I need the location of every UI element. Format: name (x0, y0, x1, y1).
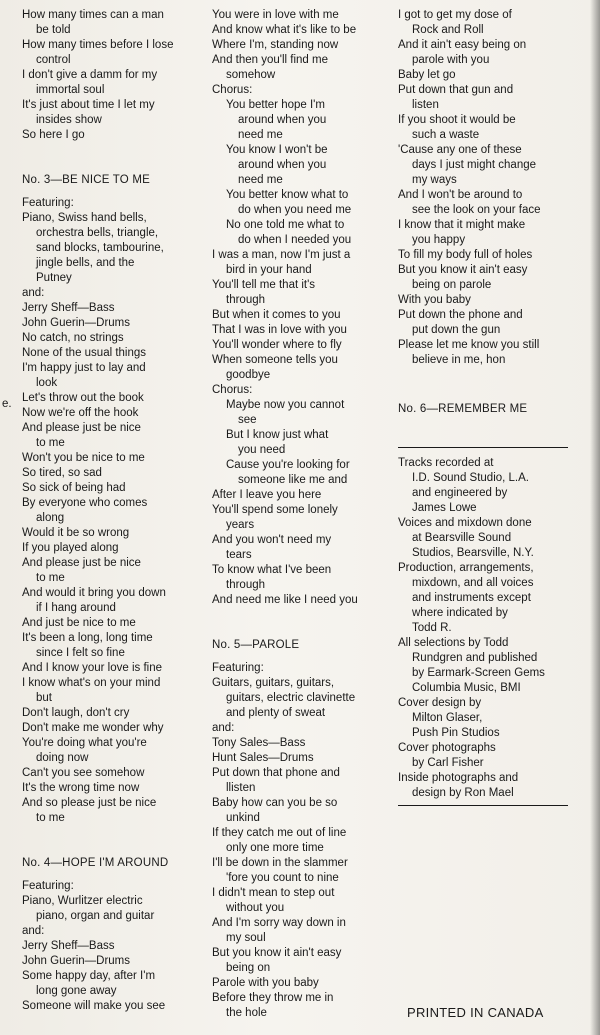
text-line: orchestra bells, triangle, (36, 227, 159, 239)
column-1 (22, 8, 202, 1014)
text-line: Put down the phone and (398, 309, 523, 321)
text-line: Can't you see somehow (22, 767, 145, 779)
text-line: And I'm sorry way down in (212, 917, 346, 929)
text-line: listen (412, 99, 439, 111)
text-line: need me (238, 129, 283, 141)
column-2 (212, 8, 390, 1021)
text-line: I'm happy just to lay and (22, 362, 146, 374)
text-line: tears (226, 549, 252, 561)
text-line: Studios, Bearsville, N.Y. (412, 547, 534, 559)
text-line: 'fore you count to nine (226, 872, 339, 884)
text-line: Jerry Sheff—Bass (22, 940, 115, 952)
text-line: No catch, no strings (22, 332, 124, 344)
text-line: 'Cause any one of these (398, 144, 522, 156)
text-line: I didn't mean to step out (212, 887, 335, 899)
text-line: Hunt Sales—Drums (212, 752, 314, 764)
text-line: So sick of being had (22, 482, 126, 494)
text-line: years (226, 519, 255, 531)
text-line: if I hang around (36, 602, 116, 614)
text-line: somehow (226, 69, 276, 81)
text-line: control (36, 54, 71, 66)
text-line: But I know just what (226, 429, 329, 441)
text-line: I was a man, now I'm just a (212, 249, 351, 261)
text-line: but (36, 692, 52, 704)
text-line: mixdown, and all voices (412, 577, 534, 589)
text-line: design by Ron Mael (412, 787, 514, 799)
text-line: such a waste (412, 129, 480, 141)
text-line: along (36, 512, 65, 524)
text-line: Push Pin Studios (412, 727, 500, 739)
text-line: being on (226, 962, 271, 974)
text-line: And please just be nice (22, 557, 141, 569)
text-line: to me (36, 437, 65, 449)
text-line: since I felt so fine (36, 647, 125, 659)
text-line: long gone away (36, 985, 117, 997)
text-line: need me (238, 174, 283, 186)
text-line: You better hope I'm (226, 99, 325, 111)
text-line: Cover design by (398, 697, 482, 709)
text-line: If you shoot it would be (398, 114, 516, 126)
text-line: You'll wonder where to fly (212, 339, 342, 351)
text-line: and engineered by (412, 487, 508, 499)
text-line: immortal soul (36, 84, 105, 96)
text-line: piano, organ and guitar (36, 910, 155, 922)
text-line: I'll be down in the slammer (212, 857, 348, 869)
text-line: Featuring: (22, 197, 74, 209)
text-line: and: (22, 287, 45, 299)
text-line: And you won't need my (212, 534, 332, 546)
text-line: put down the gun (412, 324, 501, 336)
text-line: Put down that gun and (398, 84, 514, 96)
text-line: where indicated by (412, 607, 508, 619)
text-line: I.D. Sound Studio, L.A. (412, 472, 529, 484)
text-line: Piano, Swiss hand bells, (22, 212, 147, 224)
text-line: How many times before I lose (22, 39, 174, 51)
text-line: If you played along (22, 542, 119, 554)
text-line: Chorus: (212, 84, 253, 96)
text-line: And it ain't easy being on (398, 39, 527, 51)
text-line: Put down that phone and (212, 767, 340, 779)
text-line: It's the wrong time now (22, 782, 140, 794)
text-line: see the look on your face (412, 204, 541, 216)
song-4-title: No. 4—HOPE I'M AROUND (22, 857, 169, 869)
text-line: Would it be so wrong (22, 527, 130, 539)
text-line: None of the usual things (22, 347, 147, 359)
text-line: By everyone who comes (22, 497, 148, 509)
song-6-title: No. 6—REMEMBER ME (398, 403, 528, 415)
text-line: I know that it might make (398, 219, 526, 231)
text-line: unkind (226, 812, 260, 824)
text-line: days I just might change (412, 159, 537, 171)
song-4-lyrics (22, 879, 202, 1014)
text-line: bird in your hand (226, 264, 312, 276)
text-line: Maybe now you cannot (226, 399, 345, 411)
text-line: Piano, Wurlitzer electric (22, 895, 143, 907)
text-line: to me (36, 572, 65, 584)
text-line: and plenty of sweat (226, 707, 326, 719)
album-credits (398, 456, 580, 801)
text-line: Won't you be nice to me (22, 452, 145, 464)
text-line: I know what's on your mind (22, 677, 161, 689)
text-line: my soul (226, 932, 266, 944)
text-line: around when you (238, 159, 327, 171)
text-line: Rock and Roll (412, 24, 484, 36)
text-line: I don't give a damm for my (22, 69, 158, 81)
text-line: and: (212, 722, 235, 734)
text-line: Jerry Sheff—Bass (22, 302, 115, 314)
text-line: And so please just be nice (22, 797, 157, 809)
text-line: So here I go (22, 129, 85, 141)
text-line: jingle bells, and the (36, 257, 135, 269)
text-line: guitars, electric clavinette (226, 692, 356, 704)
text-line: someone like me and (238, 474, 348, 486)
song-5-lyrics-continued (398, 8, 580, 368)
stray-fragment: e. (2, 398, 12, 410)
text-line: Putney (36, 272, 72, 284)
text-line: John Guerin—Drums (22, 317, 131, 329)
text-line: Milton Glaser, (412, 712, 483, 724)
text-line: believe in me, hon (412, 354, 506, 366)
text-line: Parole with you baby (212, 977, 319, 989)
text-line: But when it comes to you (212, 309, 341, 321)
text-line: So tired, so sad (22, 467, 102, 479)
text-line: goodbye (226, 369, 271, 381)
text-line: But you know it ain't easy (398, 264, 528, 276)
text-line: Todd R. (412, 622, 452, 634)
intro-lyrics (22, 8, 202, 143)
text-line: Cover photographs (398, 742, 496, 754)
song-3-lyrics (22, 196, 202, 826)
text-line: and instruments except (412, 592, 531, 604)
text-line: And just be nice to me (22, 617, 136, 629)
song-5-title: No. 5—PAROLE (212, 639, 300, 651)
column-3 (398, 8, 580, 806)
text-line: You better know what to (226, 189, 349, 201)
text-line: And would it bring you down (22, 587, 166, 599)
text-line: be told (36, 24, 71, 36)
text-line: You were in love with me (212, 9, 339, 21)
text-line: the hole (226, 1007, 267, 1019)
text-line: see (238, 414, 257, 426)
text-line: Some happy day, after I'm (22, 970, 156, 982)
text-line: Let's throw out the book (22, 392, 144, 404)
text-line: Rundgren and published (412, 652, 538, 664)
credits-bottom-rule (398, 805, 568, 806)
text-line: Production, arrangements, (398, 562, 534, 574)
text-line: Someone will make you see (22, 1000, 166, 1012)
printed-in-footer: PRINTED IN CANADA (407, 1005, 544, 1020)
text-line: Tracks recorded at (398, 457, 494, 469)
text-line: How many times can a man (22, 9, 164, 21)
text-line: You're doing what you're (22, 737, 147, 749)
text-line: llisten (226, 782, 256, 794)
text-line: without you (226, 902, 285, 914)
text-line: Inside photographs and (398, 772, 519, 784)
text-line: And then you'll find me (212, 54, 328, 66)
text-line: doing now (36, 752, 89, 764)
text-line: When someone tells you (212, 354, 338, 366)
text-line: And need me like I need you (212, 594, 358, 606)
text-line: You'll spend some lonely (212, 504, 338, 516)
text-line: Don't laugh, don't cry (22, 707, 130, 719)
song-4-lyrics-continued (212, 8, 390, 608)
song-5-lyrics (212, 661, 390, 1021)
text-line: And please just be nice (22, 422, 141, 434)
song-3-title: No. 3—BE NICE TO ME (22, 174, 150, 186)
text-line: Guitars, guitars, guitars, (212, 677, 335, 689)
text-line: And I know your love is fine (22, 662, 162, 674)
text-line: I got to get my dose of (398, 9, 512, 21)
text-line: To know what I've been (212, 564, 332, 576)
text-line: Cause you're looking for (226, 459, 350, 471)
text-line: If they catch me out of line (212, 827, 347, 839)
text-line: John Guerin—Drums (22, 955, 131, 967)
text-line: Chorus: (212, 384, 253, 396)
text-line: You know I won't be (226, 144, 328, 156)
text-line: Don't make me wonder why (22, 722, 164, 734)
text-line: No one told me what to (226, 219, 345, 231)
text-line: James Lowe (412, 502, 477, 514)
text-line: It's been a long, long time (22, 632, 153, 644)
text-line: To fill my body full of holes (398, 249, 533, 261)
text-line: Before they throw me in (212, 992, 334, 1004)
text-line: Voices and mixdown done (398, 517, 532, 529)
text-line: look (36, 377, 58, 389)
text-line: Columbia Music, BMI (412, 682, 521, 694)
text-line: through (226, 579, 266, 591)
text-line: my ways (412, 174, 457, 186)
text-line: and: (22, 925, 45, 937)
text-line: through (226, 294, 266, 306)
text-line: do when you need me (238, 204, 352, 216)
text-line: Please let me know you still (398, 339, 540, 351)
text-line: sand blocks, tambourine, (36, 242, 164, 254)
text-line: Now we're off the hook (22, 407, 139, 419)
text-line: by Carl Fisher (412, 757, 484, 769)
text-line: around when you (238, 114, 327, 126)
text-line: do when I needed you (238, 234, 352, 246)
text-line: Featuring: (22, 880, 74, 892)
text-line: Where I'm, standing now (212, 39, 339, 51)
text-line: you happy (412, 234, 466, 246)
text-line: And I won't be around to (398, 189, 523, 201)
text-line: you need (238, 444, 286, 456)
text-line: only one more time (226, 842, 324, 854)
text-line: Featuring: (212, 662, 264, 674)
text-line: parole with you (412, 54, 490, 66)
text-line: But you know it ain't easy (212, 947, 342, 959)
text-line: That I was in love with you (212, 324, 347, 336)
text-line: And know what it's like to be (212, 24, 357, 36)
text-line: Baby how can you be so (212, 797, 338, 809)
text-line: by Earmark-Screen Gems (412, 667, 545, 679)
text-line: You'll tell me that it's (212, 279, 316, 291)
text-line: to me (36, 812, 65, 824)
text-line: insides show (36, 114, 102, 126)
text-line: All selections by Todd (398, 637, 509, 649)
text-line: at Bearsville Sound (412, 532, 512, 544)
text-line: It's just about time I let my (22, 99, 155, 111)
text-line: After I leave you here (212, 489, 322, 501)
text-line: With you baby (398, 294, 471, 306)
text-line: Baby let go (398, 69, 456, 81)
text-line: Tony Sales—Bass (212, 737, 306, 749)
text-line: being on parole (412, 279, 492, 291)
